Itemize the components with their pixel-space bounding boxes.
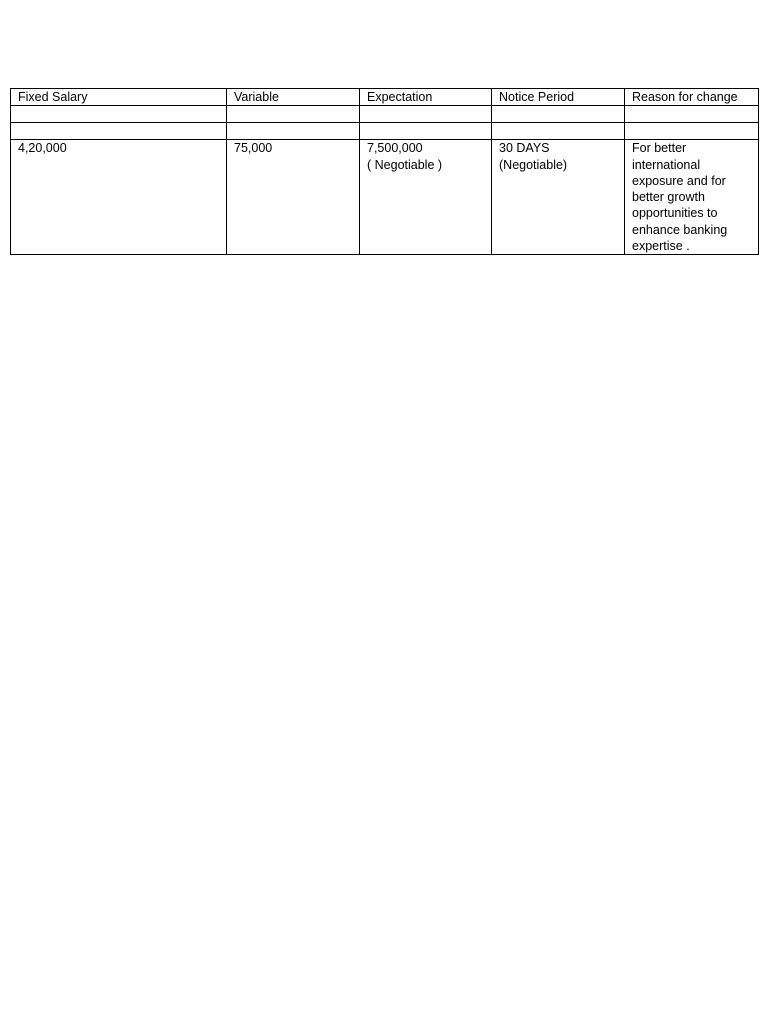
header-expectation: Expectation (360, 89, 492, 106)
header-variable: Variable (227, 89, 360, 106)
expectation-note: ( Negotiable ) (367, 157, 443, 172)
reason-for-change-text: For better international exposure and for better growth opportunities to enhance banking expertise . (632, 141, 728, 254)
table-header-row (11, 89, 759, 106)
table-cell-empty (227, 123, 360, 140)
expectation-amount: 7,500,000 (367, 141, 423, 156)
fixed-salary-value: 4,20,000 (18, 141, 67, 156)
cell-expectation (360, 140, 492, 255)
variable-value: 75,000 (234, 141, 273, 156)
table-cell-empty (11, 106, 227, 123)
table-row-empty (11, 106, 759, 123)
header-reason-for-change: Reason for change (625, 89, 759, 106)
header-notice-period: Notice Period (492, 89, 625, 106)
header-fixed-salary: Fixed Salary (11, 89, 227, 106)
table-cell-empty (492, 106, 625, 123)
table-row-empty (11, 123, 759, 140)
notice-period-note: (Negotiable) (499, 157, 568, 172)
table-cell-empty (11, 123, 227, 140)
table-cell-empty (227, 106, 360, 123)
salary-details-table (10, 88, 759, 255)
table-cell-empty (625, 123, 759, 140)
cell-notice-period (492, 140, 625, 255)
notice-period-value: 30 DAYS (499, 141, 550, 156)
table-cell-empty (625, 106, 759, 123)
table-cell-empty (360, 106, 492, 123)
table-cell-empty (492, 123, 625, 140)
cell-reason-for-change (625, 140, 759, 255)
table-row-values (11, 140, 759, 255)
table-cell-empty (360, 123, 492, 140)
cell-fixed-salary (11, 140, 227, 255)
cell-variable (227, 140, 360, 255)
